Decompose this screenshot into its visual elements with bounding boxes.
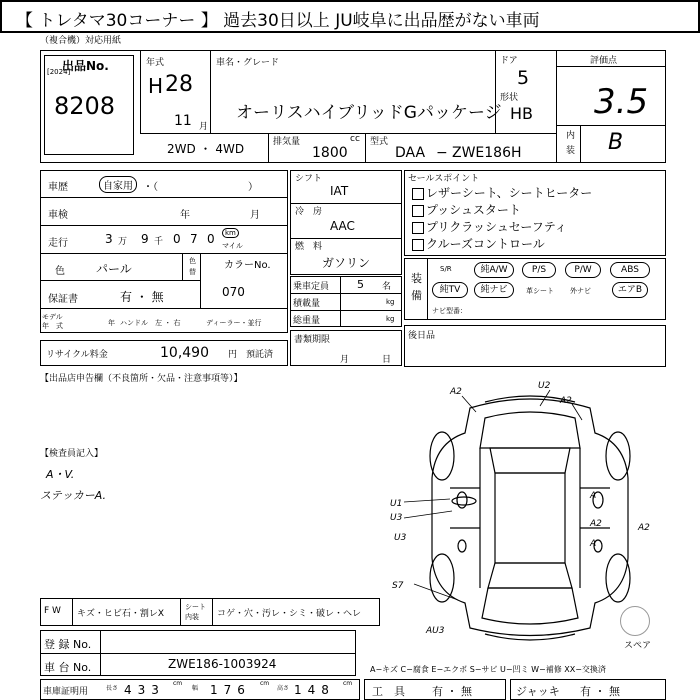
gross-unit: kg <box>386 315 395 323</box>
cert-height-value: 148 <box>294 683 335 697</box>
history-label: 車歴 <box>48 182 68 193</box>
later-entry-label: 後日品 <box>408 331 436 341</box>
chassis-label: 車 台 No. <box>44 661 92 674</box>
equip-navi: 純ナビ <box>474 282 514 298</box>
chassis-value: ZWE186-1003924 <box>168 657 277 671</box>
car-name: オーリスハイブリッドGパッケージ <box>236 103 502 123</box>
history-value: 自家用 <box>99 176 137 193</box>
mark-au3-rear: AU3 <box>426 626 445 636</box>
fuel-label: 燃 料 <box>295 242 323 252</box>
equip-aw: 純A/W <box>474 262 514 278</box>
drive-value: 2WD ・ 4WD <box>167 142 245 156</box>
navi-model-label: ナビ型番： <box>432 307 467 315</box>
inspector-label: 【検査員記入】 <box>40 449 104 459</box>
mileage-d4: 7 <box>190 232 198 246</box>
mark-a2-wheel: A2 <box>638 523 650 533</box>
registration-label: 登 録 No. <box>44 638 92 651</box>
name-label: 車名・グレード <box>216 58 280 68</box>
mileage-u2: 千 <box>154 237 164 247</box>
fuel-value: ガソリン <box>322 256 371 270</box>
inspection-label: 車検 <box>48 210 68 221</box>
lot-number: 8208 <box>54 92 116 120</box>
sales-point-item: クルーズコントロール <box>412 235 545 252</box>
equip-pw: P/W <box>565 262 601 278</box>
gross-label: 総重量 <box>293 316 321 326</box>
inspector-note-1: A・V. <box>46 468 75 481</box>
mileage-d1: 3 <box>105 232 113 246</box>
equipment-label-1: 装 <box>411 272 422 285</box>
cert-height-unit: cm <box>343 680 353 687</box>
model-prefix: DAA <box>395 145 426 161</box>
mileage-unit-km: km <box>222 228 239 238</box>
equip-ext-navi: 外ナビ <box>570 287 591 295</box>
doc-expiry-month: 月 <box>340 355 350 365</box>
doc-expiry-day: 日 <box>382 355 392 365</box>
capacity-value: 5 <box>357 278 364 291</box>
spare-tire-icon <box>620 606 650 636</box>
model-label: 型式 <box>370 137 389 147</box>
inspector-note-2: ステッカーA. <box>40 489 107 502</box>
fw-label: F W <box>44 606 61 616</box>
banner-text: 【 トレタマ30コーナー 】 過去30日以上 JU岐阜に出品歴がない車両 <box>16 11 540 31</box>
model-year-label-1: モデル <box>42 313 63 321</box>
mileage-d3: 0 <box>173 232 181 246</box>
cert-length-label: 長さ <box>106 685 119 692</box>
color-change-2: 替 <box>189 268 196 276</box>
year-month-unit: 月 <box>199 122 209 132</box>
spare-label: スペア <box>624 641 652 651</box>
header-banner <box>0 0 700 33</box>
model-value: ZWE186H <box>452 145 522 161</box>
subtitle: （複合機）対応用紙 <box>40 36 122 46</box>
model-year-unit: 年 <box>108 319 115 327</box>
color-change-1: 色 <box>189 257 196 265</box>
equip-ps: P/S <box>522 262 556 278</box>
inspection-year-unit: 年 <box>180 210 190 221</box>
load-unit: kg <box>386 298 395 306</box>
shape-value: HB <box>510 104 534 123</box>
seat-value: コゲ・穴・汚レ・シミ・破レ・ヘレ <box>217 609 362 619</box>
year-label: 年式 <box>146 58 165 68</box>
cert-width-unit: cm <box>260 680 270 687</box>
tools-value: 有 ・ 無 <box>432 685 472 698</box>
mileage-d2: 9 <box>141 232 149 246</box>
mileage-d5: 0 <box>207 232 215 246</box>
handle-label: ハンドル <box>120 319 148 327</box>
displacement-value: 1800 <box>312 145 348 161</box>
color-no-label: カラーNo. <box>224 260 271 271</box>
recycle-status: 預託済 <box>246 350 274 360</box>
equip-airbag: エアB <box>612 282 648 298</box>
warranty-label: 保証書 <box>48 294 78 305</box>
shift-label: シフト <box>295 174 323 184</box>
mileage-u1: 万 <box>118 237 128 247</box>
aircon-label: 冷 房 <box>295 207 323 217</box>
mark-a2-front-right: A2 <box>560 396 572 406</box>
mark-a-rear-right: A <box>590 539 597 549</box>
warranty-value: 有 ・ 無 <box>120 290 164 304</box>
lot-year-tag: [2024] <box>47 68 71 76</box>
sales-points-label: セールスポイント <box>408 174 480 184</box>
displacement-unit: cc <box>350 134 360 144</box>
aircon-value: AAC <box>330 219 355 233</box>
sales-point-item: レザーシート、シートヒーター <box>412 184 592 201</box>
model-year-label-2: 年 式 <box>42 322 63 330</box>
interior-label-1: 内 <box>566 131 576 141</box>
cert-width-label: 幅 <box>192 685 199 692</box>
history-rest: ・（ ） <box>143 182 258 193</box>
jack-label: ジャッキ <box>516 685 560 698</box>
damage-legend: A−キズ C−腐食 E−エクボ S−サビ U−凹ミ W−補修 XX−交換済 <box>370 665 606 674</box>
mark-a2-front-left: A2 <box>450 387 462 397</box>
equip-tv: 純TV <box>432 282 468 298</box>
cert-height-label: 高さ <box>277 685 290 692</box>
later-entry-box <box>404 325 666 367</box>
equip-leather: 革シート <box>526 287 554 295</box>
lot-label: 出品No. <box>62 59 109 73</box>
cert-label: 車庫証明用 <box>43 687 89 697</box>
equipment-label-2: 備 <box>411 289 422 302</box>
capacity-label: 乗車定員 <box>293 282 330 292</box>
equip-sr: S/R <box>440 265 452 273</box>
color-no: 070 <box>222 285 245 299</box>
recycle-value: 10,490 <box>160 345 209 361</box>
doc-expiry-label: 書類期限 <box>294 335 331 345</box>
shape-label: 形状 <box>500 93 519 103</box>
interior-label-2: 装 <box>566 146 576 156</box>
interior-value: B <box>608 130 624 155</box>
recycle-label: リサイクル料金 <box>46 350 108 360</box>
tools-label: 工 具 <box>372 685 405 698</box>
mark-u3-left: U3 <box>390 513 403 523</box>
fw-value: キズ・ヒビ石・割レX <box>77 609 164 619</box>
mileage-label: 走行 <box>48 238 68 249</box>
mark-a2-right: A2 <box>590 519 602 529</box>
doors-value: 5 <box>517 67 530 89</box>
doors-label: ドア <box>500 56 518 66</box>
dealer-label: ディーラー・並行 <box>206 319 262 327</box>
inspection-month-unit: 月 <box>250 210 260 221</box>
seat-label-1: シート <box>185 603 206 611</box>
cert-length-unit: cm <box>173 680 183 687</box>
mark-u1-left: U1 <box>390 499 403 509</box>
score-label: 評価点 <box>590 56 618 66</box>
year-era: H <box>148 74 164 98</box>
displacement-label: 排気量 <box>273 137 301 147</box>
seat-label-2: 内装 <box>185 613 199 621</box>
capacity-unit: 名 <box>382 282 392 292</box>
sales-point-item: プッシュスタート <box>412 201 521 218</box>
color-label: 色 <box>55 266 65 277</box>
cert-length-value: 433 <box>124 683 165 697</box>
sales-point-item: プリクラッシュセーフティ <box>412 218 567 235</box>
declaration-label: 【出品店申告欄（不良箇所・欠品・注意事項等）】 <box>40 374 243 384</box>
mark-u3-rear-left: U3 <box>394 533 407 543</box>
mark-s7-rear: S7 <box>392 581 404 591</box>
year-month: 11 <box>174 113 192 129</box>
load-label: 積載量 <box>293 299 321 309</box>
shift-value: IAT <box>330 184 349 198</box>
handle-value: 左 ・ 右 <box>155 319 181 327</box>
recycle-unit: 円 <box>228 350 238 360</box>
year-value: 28 <box>165 72 193 97</box>
mark-u2-front: U2 <box>538 381 551 391</box>
jack-value: 有 ・ 無 <box>580 685 620 698</box>
equip-abs: ABS <box>610 262 650 278</box>
color-value: パール <box>96 262 132 276</box>
mileage-unit-mile: マイル <box>222 242 243 250</box>
mark-a-right: A <box>590 491 597 501</box>
score-value: 3.5 <box>594 82 649 122</box>
cert-width-value: 176 <box>210 683 251 697</box>
